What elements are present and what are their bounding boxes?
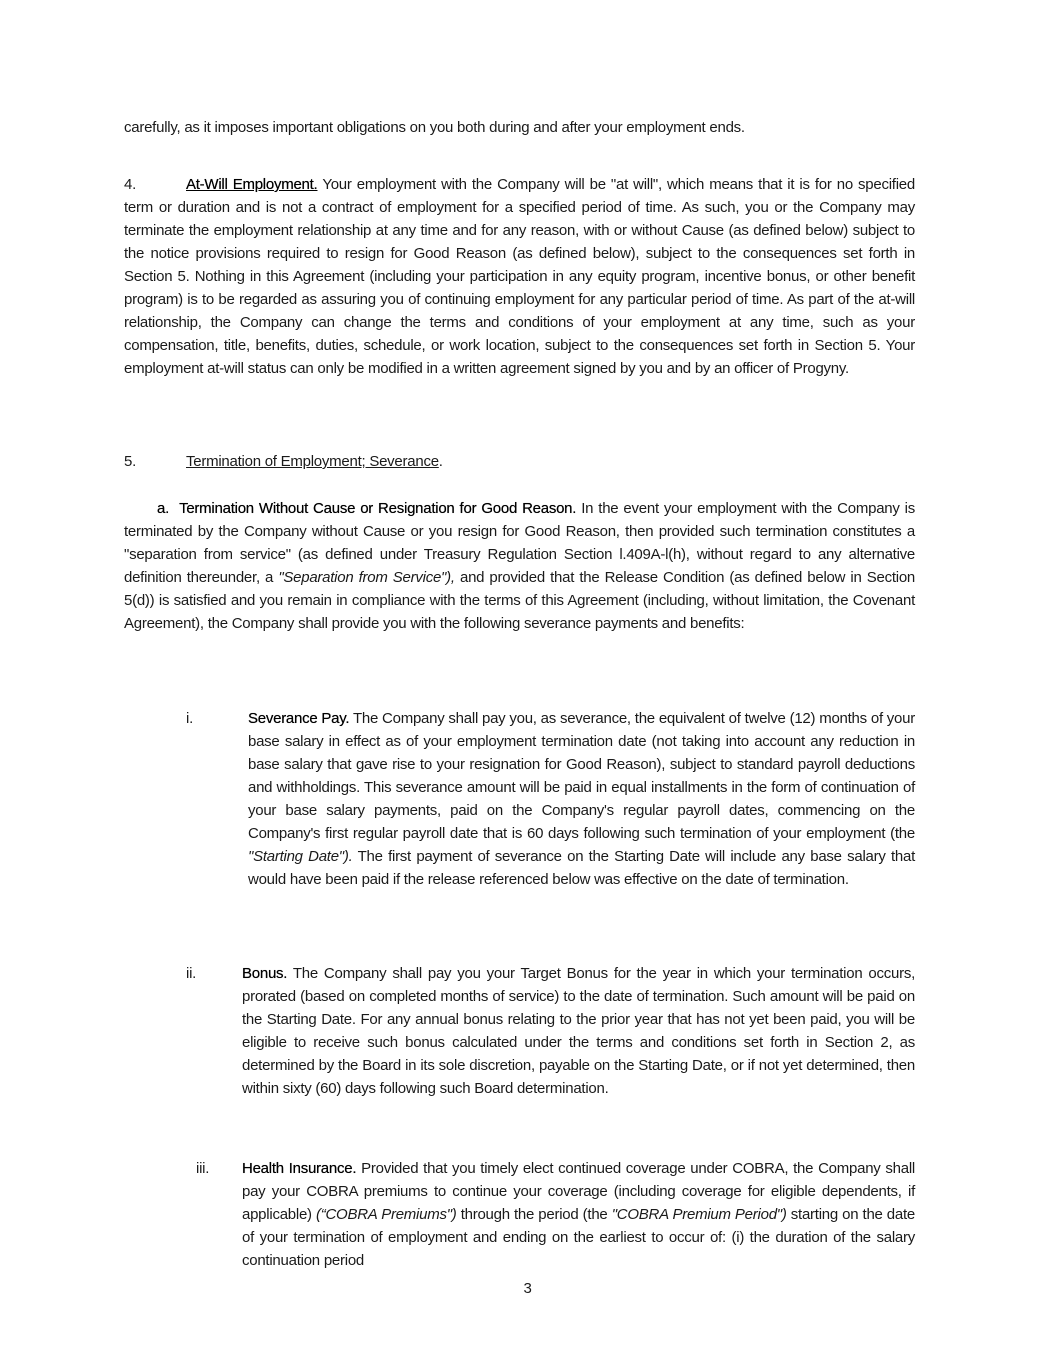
item-severance-pay bbox=[248, 707, 915, 891]
paragraph-body: In the event your employment with the Company is terminated by the Company without Cause or you resign for Good Reason, then provided such termination constitutes a "separation from service" (as defined under Treasury Regulation Section l.409A-l(h), without regard to any alternative definition thereunder, a bbox=[124, 500, 915, 586]
paragraph-body: and provided that the Release Condition (as defined below in Section 5(d)) is satisfied and you remain in compliance with the terms of this Agreement (including, without limitation, the Covenant Agreement), the Company shall provide you with the following severance payments and benefits: bbox=[124, 569, 915, 632]
item-body: through the period (the bbox=[456, 1206, 612, 1223]
page-number: 3 bbox=[523, 1280, 532, 1297]
heading-period: . bbox=[438, 453, 443, 470]
item-body: starting on the date of your termination of employment and ending on the earliest to occur of: (i) the duration of the salary continuation period bbox=[242, 1206, 915, 1269]
item-label: iii. bbox=[196, 1160, 210, 1177]
paragraph-a bbox=[124, 497, 915, 635]
item-heading: Health Insurance. bbox=[242, 1160, 357, 1177]
defined-term: "Starting Date"). bbox=[248, 848, 353, 865]
item-body: Provided that you timely elect continued coverage under COBRA, the Company shall pay your COBRA premiums to continue your coverage (including coverage for eligible dependents, if applicable) bbox=[242, 1160, 915, 1223]
defined-term: "COBRA Premium Period") bbox=[611, 1206, 787, 1223]
defined-term: "Separation from Service"), bbox=[278, 569, 455, 586]
section-number: 5. bbox=[124, 453, 137, 470]
paragraph-heading: Termination Without Cause or Resignation for Good Reason. bbox=[179, 500, 577, 517]
item-body: The first payment of severance on the Starting Date will include any base salary that would have been paid if the release referenced below was effective on the date of termination. bbox=[248, 848, 915, 888]
item-label: i. bbox=[186, 710, 193, 727]
item-health-insurance bbox=[242, 1157, 915, 1272]
defined-term: (“COBRA Premiums") bbox=[315, 1206, 457, 1223]
item-label: ii. bbox=[186, 965, 197, 982]
item-bonus bbox=[242, 962, 915, 1100]
section-heading: Termination of Employment; Severance bbox=[186, 453, 439, 470]
section-body: Your employment with the Company will be "at will", which means that it is for no specified term or duration and is not a contract of employment for a specified period of time. As such, you or the Company may terminate the employment relationship at any time and for any reason, with or without Cause (as defined below) subject to the notice provisions required to resign for Good Reason (as defined below), subject to the consequences set forth in Section 5. Nothing in this Agreement (including your participation in any equity program, incentive bonus, or other benefit program) is to be regarded as assuring you of continuing employment for any particular period of time. As part of the at-will relationship, the Company can change the terms and conditions of your employment at any time, such as your compensation, title, benefits, duties, schedule, or work location, subject to the consequences set forth in Section 5. Your employment at-will status can only be modified in a written agreement signed by you and by an officer of Progyny. bbox=[124, 176, 915, 377]
item-body: The Company shall pay you your Target Bonus for the year in which your termination occurs, prorated (based on completed months of service) to the date of termination. Such amount will be paid on the Starting Date. For any annual bonus relating to the prior year that has not yet been paid, you will be eligible to receive such bonus calculated under the terms and conditions set forth in Section 2, as determined by the Board in its sole discretion, payable on the Starting Date, or if not yet determined, then within sixty (60) days following such Board determination. bbox=[242, 965, 915, 1097]
item-heading: Severance Pay. bbox=[248, 710, 350, 727]
item-heading: Bonus. bbox=[242, 965, 288, 982]
section-number: 4. bbox=[124, 176, 137, 193]
section-5-heading bbox=[124, 450, 915, 473]
section-heading: At-Will Employment. bbox=[186, 176, 318, 193]
intro-line: carefully, as it imposes important obligations on you both during and after your employment ends. bbox=[124, 119, 745, 136]
item-body: The Company shall pay you, as severance, the equivalent of twelve (12) months of your base salary in effect as of your employment termination date (not taking into account any reduction in base salary that gave rise to your resignation for Good Reason), subject to standard payroll deductions and withholdings. This severance amount will be paid in equal installments in the form of continuation of your base salary payments, paid on the Company's regular payroll dates, commencing on the Company's first regular payroll date that is 60 days following such termination of your employment (the bbox=[248, 710, 915, 842]
section-4 bbox=[124, 173, 915, 380]
paragraph-label: a. bbox=[157, 500, 170, 517]
